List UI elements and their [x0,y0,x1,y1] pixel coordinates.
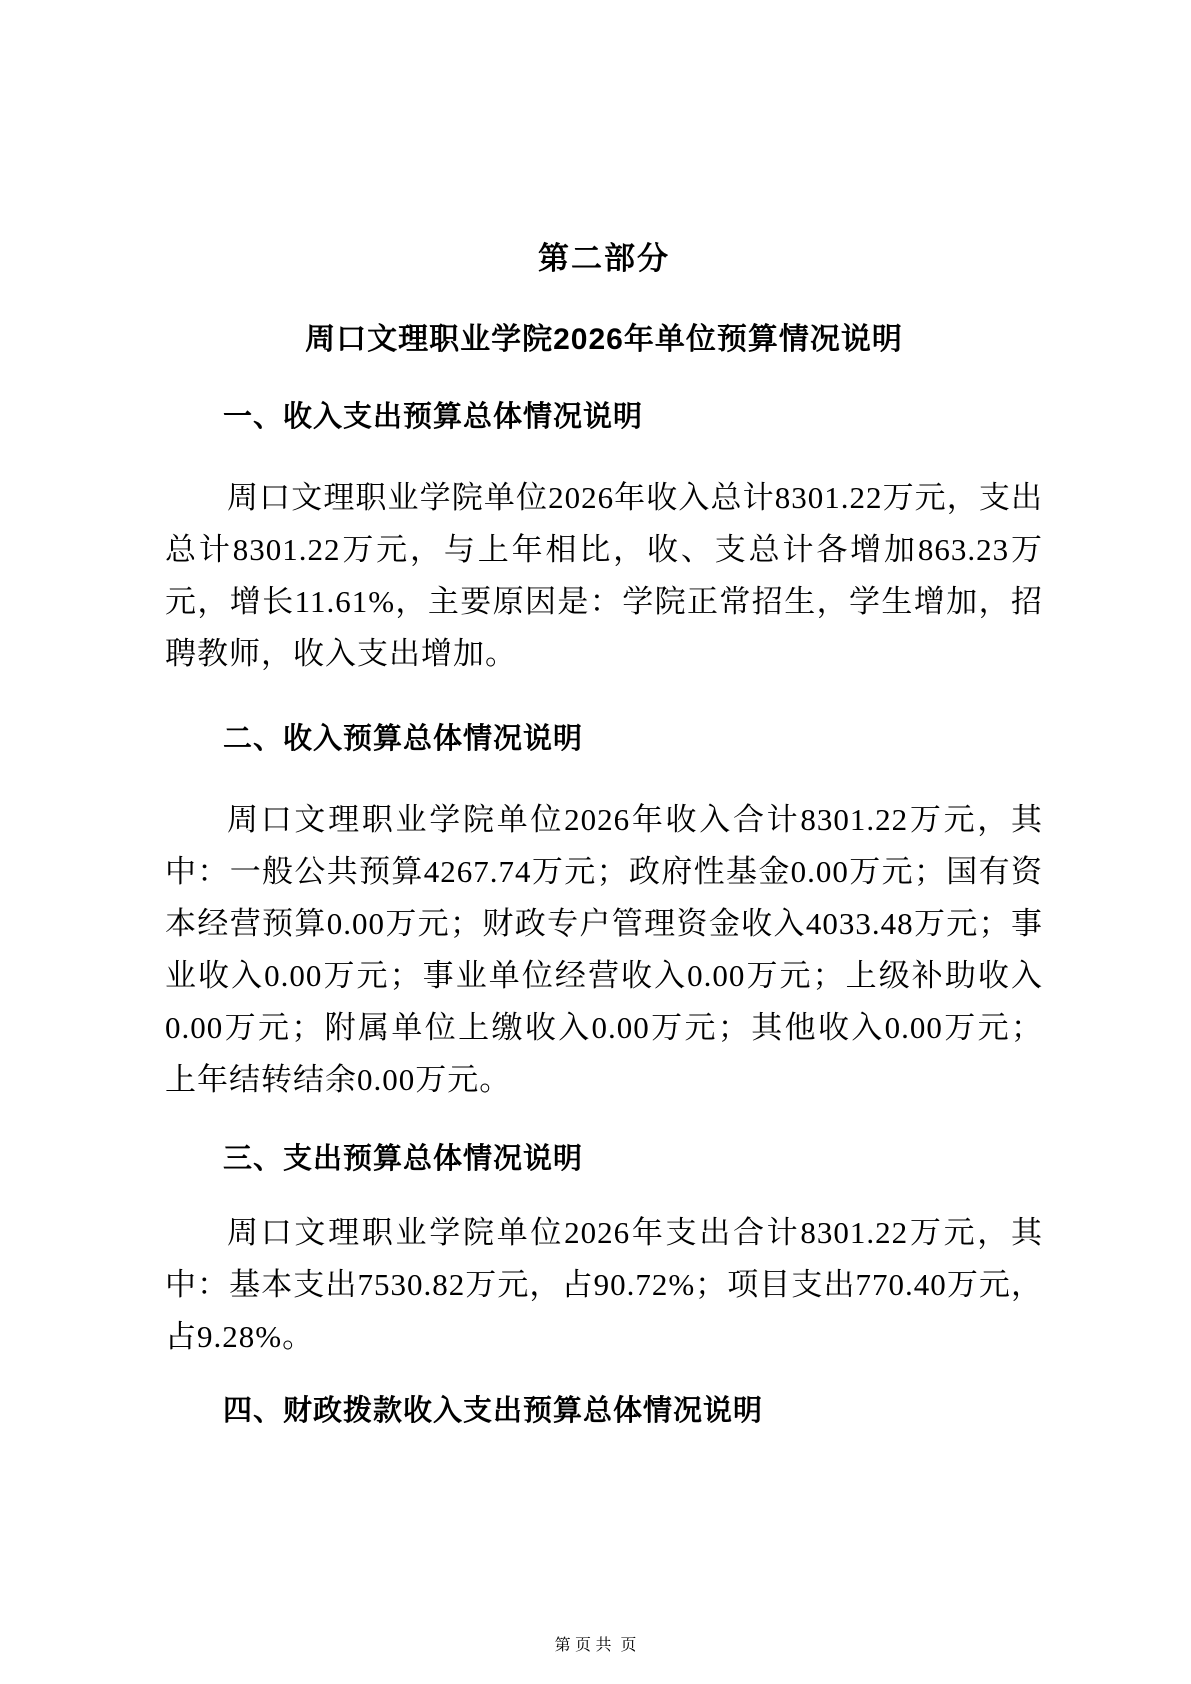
page-footer: 第 页 共 页 [554,1637,637,1654]
section-3-heading: 三、支出预算总体情况说明 [223,1143,584,1175]
part-title: 第二部分 [538,241,670,276]
section-2-heading: 二、收入预算总体情况说明 [223,723,584,755]
section-3-paragraph: 周口文理职业学院单位2026年支出合计8301.22万元，其中：基本支出7530.82万元，占90.72%；项目支出770.40万元，占9.28%。 [165,1215,1043,1354]
section-4-heading: 四、财政拨款收入支出预算总体情况说明 [223,1395,764,1427]
section-2-paragraph: 周口文理职业学院单位2026年收入合计8301.22万元，其中：一般公共预算4267.74万元；政府性基金0.00万元；国有资本经营预算0.00万元；财政专户管理资金收入4033.48万元；事业收入0.00万元；事业单位经营收入0.00万元；上级补助收入0.00万元；附属单位上缴收入0.00万元；其他收入0.00万元；上年结转结余0.00万元。 [165,802,1043,1097]
section-1-heading: 一、收入支出预算总体情况说明 [223,401,644,433]
section-1-paragraph: 周口文理职业学院单位2026年收入总计8301.22万元，支出总计8301.22万元，与上年相比，收、支总计各增加863.23万元，增长11.61%，主要原因是：学院正常招生，学生增加，招聘教师，收入支出增加。 [165,480,1043,671]
doc-title: 周口文理职业学院2026年单位预算情况说明 [305,323,903,356]
